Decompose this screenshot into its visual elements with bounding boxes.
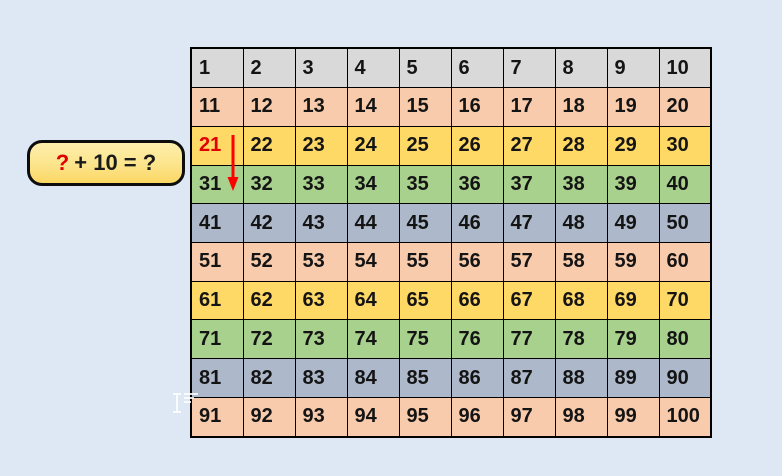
- grid-cell-55: 55: [399, 242, 451, 281]
- grid-cell-29: 29: [607, 126, 659, 165]
- grid-cell-94: 94: [347, 397, 399, 437]
- grid-cell-53: 53: [295, 242, 347, 281]
- equation-callout: [27, 140, 185, 186]
- grid-cell-19: 19: [607, 88, 659, 127]
- grid-cell-96: 96: [451, 397, 503, 437]
- grid-cell-9: 9: [607, 48, 659, 88]
- grid-cell-11: 11: [191, 88, 243, 127]
- grid-cell-64: 64: [347, 281, 399, 320]
- grid-cell-93: 93: [295, 397, 347, 437]
- grid-cell-47: 47: [503, 204, 555, 243]
- grid-cell-88: 88: [555, 359, 607, 398]
- grid-cell-14: 14: [347, 88, 399, 127]
- grid-cell-6: 6: [451, 48, 503, 88]
- grid-cell-17: 17: [503, 88, 555, 127]
- grid-cell-23: 23: [295, 126, 347, 165]
- grid-cell-68: 68: [555, 281, 607, 320]
- grid-cell-72: 72: [243, 320, 295, 359]
- grid-cell-83: 83: [295, 359, 347, 398]
- grid-cell-73: 73: [295, 320, 347, 359]
- grid-cell-79: 79: [607, 320, 659, 359]
- grid-cell-70: 70: [659, 281, 711, 320]
- grid-row: [191, 48, 711, 88]
- grid-cell-61: 61: [191, 281, 243, 320]
- grid-row: [191, 281, 711, 320]
- grid-cell-71: 71: [191, 320, 243, 359]
- grid-cell-95: 95: [399, 397, 451, 437]
- grid-cell-91: 91: [191, 397, 243, 437]
- grid-cell-75: 75: [399, 320, 451, 359]
- grid-cell-44: 44: [347, 204, 399, 243]
- grid-cell-77: 77: [503, 320, 555, 359]
- grid-cell-54: 54: [347, 242, 399, 281]
- grid-cell-98: 98: [555, 397, 607, 437]
- grid-row: [191, 88, 711, 127]
- grid-cell-56: 56: [451, 242, 503, 281]
- grid-cell-81: 81: [191, 359, 243, 398]
- grid-cell-41: 41: [191, 204, 243, 243]
- grid-cell-82: 82: [243, 359, 295, 398]
- grid-row: [191, 359, 711, 398]
- grid-cell-100: 100: [659, 397, 711, 437]
- grid-cell-84: 84: [347, 359, 399, 398]
- grid-cell-33: 33: [295, 165, 347, 204]
- grid-cell-67: 67: [503, 281, 555, 320]
- grid-cell-36: 36: [451, 165, 503, 204]
- grid-cell-1: 1: [191, 48, 243, 88]
- grid-cell-66: 66: [451, 281, 503, 320]
- grid-cell-74: 74: [347, 320, 399, 359]
- grid-cell-15: 15: [399, 88, 451, 127]
- grid-cell-3: 3: [295, 48, 347, 88]
- grid-cell-58: 58: [555, 242, 607, 281]
- grid-cell-62: 62: [243, 281, 295, 320]
- grid-cell-69: 69: [607, 281, 659, 320]
- grid-cell-24: 24: [347, 126, 399, 165]
- grid-cell-52: 52: [243, 242, 295, 281]
- grid-cell-28: 28: [555, 126, 607, 165]
- grid-cell-49: 49: [607, 204, 659, 243]
- grid-cell-8: 8: [555, 48, 607, 88]
- grid-cell-46: 46: [451, 204, 503, 243]
- hundreds-chart-body: [191, 48, 711, 437]
- grid-cell-86: 86: [451, 359, 503, 398]
- grid-cell-12: 12: [243, 88, 295, 127]
- grid-row: [191, 320, 711, 359]
- grid-cell-16: 16: [451, 88, 503, 127]
- grid-cell-45: 45: [399, 204, 451, 243]
- grid-cell-25: 25: [399, 126, 451, 165]
- grid-row: [191, 397, 711, 437]
- grid-cell-13: 13: [295, 88, 347, 127]
- grid-cell-50: 50: [659, 204, 711, 243]
- grid-cell-40: 40: [659, 165, 711, 204]
- grid-cell-34: 34: [347, 165, 399, 204]
- grid-cell-38: 38: [555, 165, 607, 204]
- grid-cell-highlighted-21: 21: [191, 126, 243, 165]
- grid-cell-48: 48: [555, 204, 607, 243]
- grid-cell-31: 31: [191, 165, 243, 204]
- grid-cell-90: 90: [659, 359, 711, 398]
- grid-cell-2: 2: [243, 48, 295, 88]
- equation-unknown-addend: ?: [55, 150, 70, 175]
- grid-cell-32: 32: [243, 165, 295, 204]
- grid-cell-76: 76: [451, 320, 503, 359]
- grid-cell-80: 80: [659, 320, 711, 359]
- grid-cell-10: 10: [659, 48, 711, 88]
- grid-row: [191, 126, 711, 165]
- grid-cell-78: 78: [555, 320, 607, 359]
- grid-cell-51: 51: [191, 242, 243, 281]
- grid-cell-35: 35: [399, 165, 451, 204]
- grid-cell-42: 42: [243, 204, 295, 243]
- grid-cell-26: 26: [451, 126, 503, 165]
- grid-cell-63: 63: [295, 281, 347, 320]
- grid-cell-92: 92: [243, 397, 295, 437]
- grid-row: [191, 165, 711, 204]
- grid-cell-27: 27: [503, 126, 555, 165]
- grid-cell-4: 4: [347, 48, 399, 88]
- grid-cell-60: 60: [659, 242, 711, 281]
- grid-cell-99: 99: [607, 397, 659, 437]
- grid-row: [191, 204, 711, 243]
- hundreds-chart: [190, 47, 712, 438]
- grid-cell-39: 39: [607, 165, 659, 204]
- grid-cell-97: 97: [503, 397, 555, 437]
- grid-cell-5: 5: [399, 48, 451, 88]
- grid-cell-37: 37: [503, 165, 555, 204]
- grid-cell-65: 65: [399, 281, 451, 320]
- equation-expression: + 10 = ?: [74, 150, 157, 175]
- grid-cell-59: 59: [607, 242, 659, 281]
- grid-cell-18: 18: [555, 88, 607, 127]
- grid-cell-89: 89: [607, 359, 659, 398]
- grid-cell-7: 7: [503, 48, 555, 88]
- grid-cell-43: 43: [295, 204, 347, 243]
- grid-row: [191, 242, 711, 281]
- grid-cell-85: 85: [399, 359, 451, 398]
- grid-cell-57: 57: [503, 242, 555, 281]
- grid-cell-22: 22: [243, 126, 295, 165]
- grid-cell-87: 87: [503, 359, 555, 398]
- grid-cell-30: 30: [659, 126, 711, 165]
- grid-cell-20: 20: [659, 88, 711, 127]
